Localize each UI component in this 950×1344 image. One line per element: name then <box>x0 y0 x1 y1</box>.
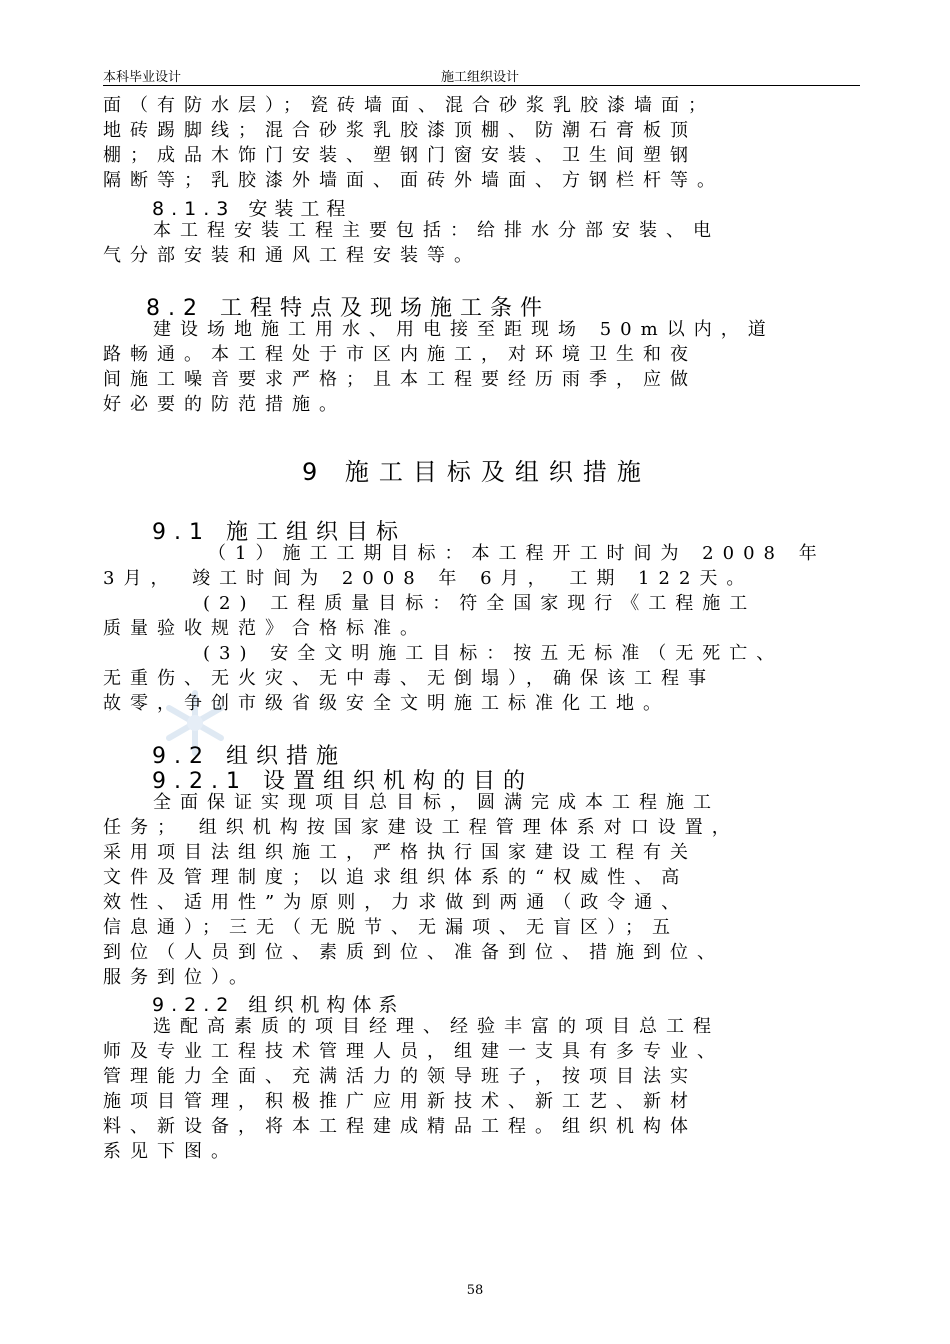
paragraph-line: 路畅通。本工程处于市区内施工，对环境卫生和夜 <box>103 344 697 365</box>
paragraph-line: 3月， 竣工时间为 2008 年 6月， 工期 122天。 <box>103 568 754 589</box>
paragraph-line: 效性、适用性”为原则，力求做到两通（政令通、 <box>103 892 689 913</box>
paragraph-line: （1）施工工期目标：本工程开工时间为 2008 年 <box>208 543 826 564</box>
paragraph-line: 建设场地施工用水、用电接至距现场 50m以内，道 <box>153 319 775 340</box>
paragraph-line: 到位（人员到位、素质到位、准备到位、措施到位、 <box>103 942 724 963</box>
header-center-text: 施工组织设计 <box>441 70 520 85</box>
paragraph-line: 系见下图。 <box>103 1141 238 1162</box>
section-heading-9-1: 9.1 施工组织目标 <box>152 520 406 545</box>
paragraph-line: 信息通）；三无（无脱节、无漏项、无盲区）；五 <box>103 917 679 938</box>
paragraph-line: 隔断等；乳胶漆外墙面、面砖外墙面、方钢栏杆等。 <box>103 170 724 191</box>
paragraph-line: 无重伤、无火灾、无中毒、无倒塌），确保该工程事 <box>103 668 715 689</box>
header-left-text: 本科毕业设计 <box>103 70 182 85</box>
paragraph-line: 故零，争创市级省级安全文明施工标准化工地。 <box>103 693 670 714</box>
paragraph-line: 全面保证实现项目总目标，圆满完成本工程施工 <box>153 792 720 813</box>
paragraph-line: 服务到位）。 <box>103 967 256 988</box>
paragraph-line: 选配高素质的项目经理、经验丰富的项目总工程 <box>153 1016 720 1037</box>
paragraph-line: 棚；成品木饰门安装、塑钢门窗安装、卫生间塑钢 <box>103 145 697 166</box>
section-heading-9-2-2: 9.2.2 组织机构体系 <box>152 994 405 1016</box>
paragraph-line: 施项目管理，积极推广应用新技术、新工艺、新材 <box>103 1091 697 1112</box>
paragraph-line: 料、新设备，将本工程建成精品工程。组织机构体 <box>103 1116 697 1137</box>
paragraph-line: 地砖踢脚线；混合砂浆乳胶漆顶棚、防潮石膏板顶 <box>103 120 697 141</box>
paragraph-line: 本工程安装工程主要包括：给排水分部安装、电 <box>153 220 720 241</box>
paragraph-line: 任务； 组织机构按国家建设工程管理体系对口设置， <box>103 817 739 838</box>
paragraph-line: (3) 安全文明施工目标：按五无标准（无死亡、 <box>203 643 784 664</box>
paragraph-line: 质量验收规范》合格标准。 <box>103 618 427 639</box>
chapter-heading-9: 9 施工目标及组织措施 <box>302 458 651 486</box>
header-rule <box>103 85 860 86</box>
paragraph-line: 面（有防水层）；瓷砖墙面、混合砂浆乳胶漆墙面； <box>103 95 715 116</box>
section-heading-8-1-3: 8.1.3 安装工程 <box>152 198 353 220</box>
section-heading-8-2: 8.2 工程特点及现场施工条件 <box>146 296 550 321</box>
paragraph-line: 管理能力全面、充满活力的领导班子，按项目法实 <box>103 1066 697 1087</box>
paragraph-line: (2) 工程质量目标：符全国家现行《工程施工 <box>203 593 757 614</box>
paragraph-line: 好必要的防范措施。 <box>103 394 346 415</box>
paragraph-line: 师及专业工程技术管理人员，组建一支具有多专业、 <box>103 1041 724 1062</box>
paragraph-line: 文件及管理制度；以追求组织体系的“权威性、高 <box>103 867 689 888</box>
paragraph-line: 采用项目法组织施工，严格执行国家建设工程有关 <box>103 842 697 863</box>
paragraph-line: 间施工噪音要求严格；且本工程要经历雨季，应做 <box>103 369 697 390</box>
section-heading-9-2-1: 9.2.1 设置组织机构的目的 <box>152 769 533 794</box>
page-number: 58 <box>466 1283 484 1298</box>
page-header <box>103 66 860 84</box>
section-heading-9-2: 9.2 组织措施 <box>152 744 346 769</box>
paragraph-line: 气分部安装和通风工程安装等。 <box>103 245 481 266</box>
